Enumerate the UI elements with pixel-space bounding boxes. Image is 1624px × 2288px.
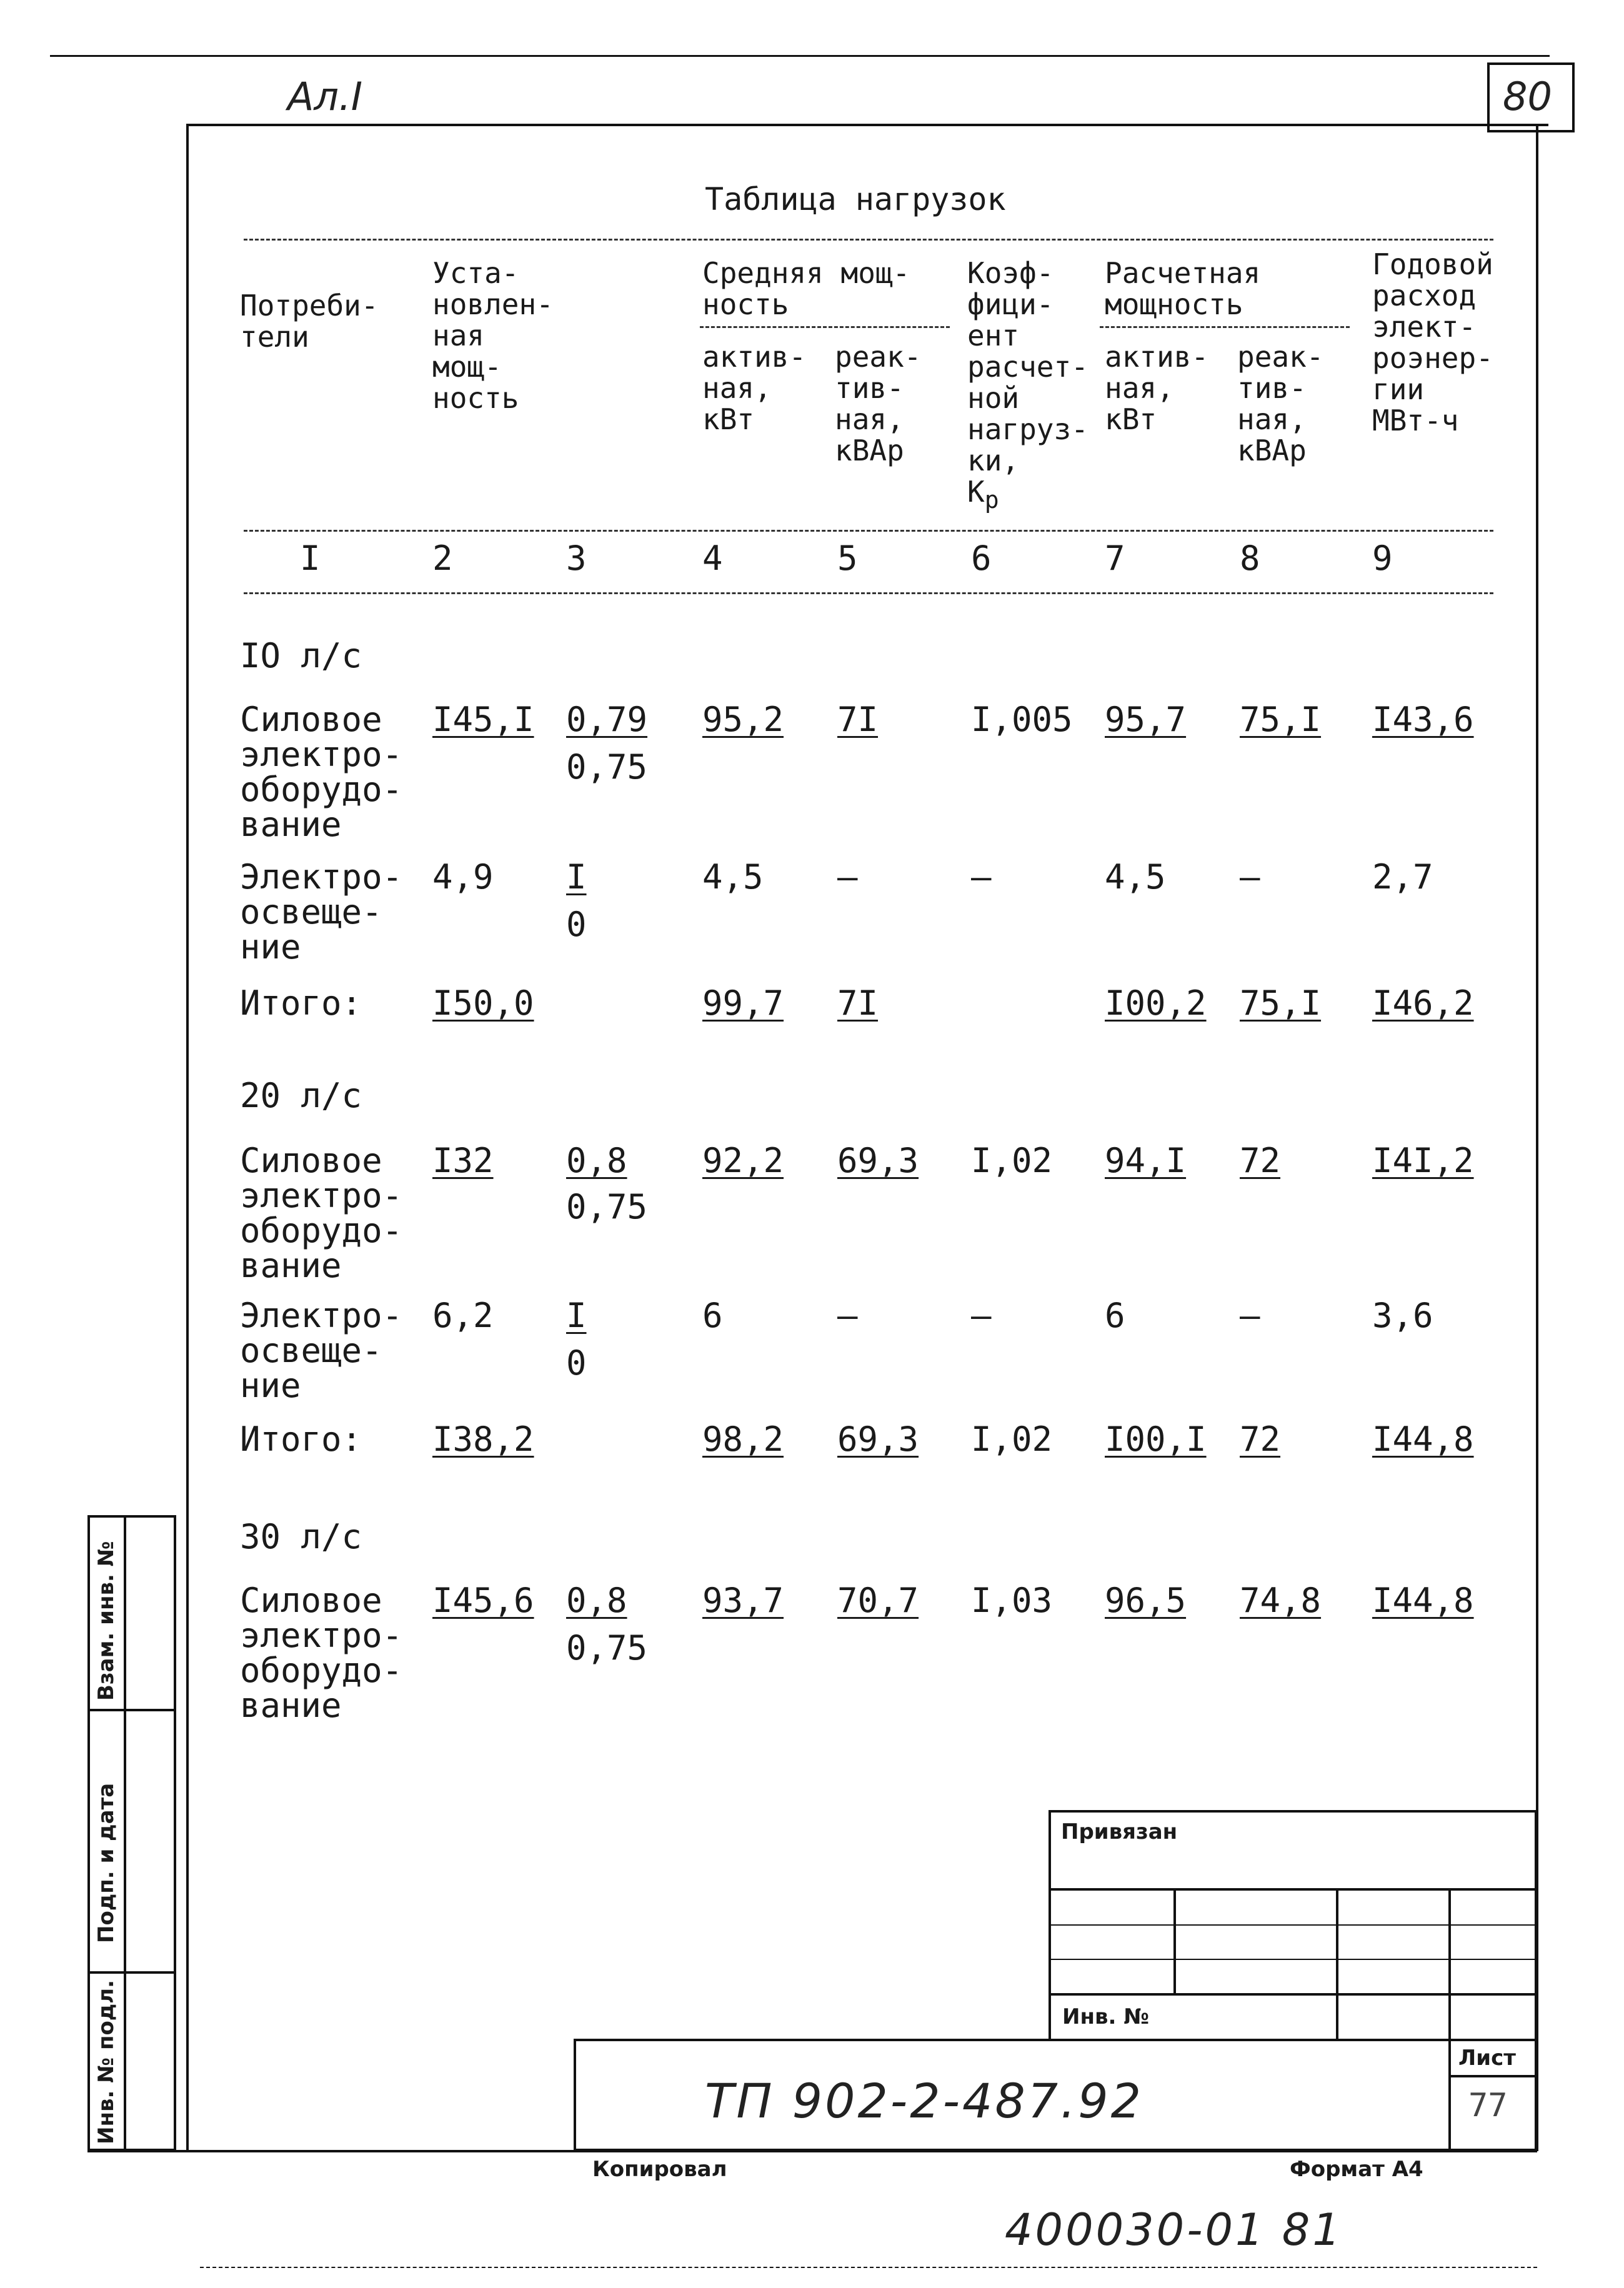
annual-energy: I43,6 [1372, 700, 1474, 739]
col3-top: 0,8 [566, 1581, 627, 1620]
row-name: Итого: [240, 1420, 362, 1459]
header-annual-energy: Годовой расход элект- роэнер- гии МВт-ч [1372, 247, 1493, 437]
header-installed-power: Уста- новлен- ная мощ- ность [432, 256, 554, 415]
column-number-9: 9 [1372, 539, 1393, 578]
load-coefficient: – [971, 1296, 992, 1335]
calc-reactive: 75,I [1240, 983, 1322, 1023]
section-title: 30 л/с [240, 1517, 362, 1556]
calc-active: 4,5 [1105, 857, 1166, 897]
column-number-2: 2 [432, 539, 453, 578]
calc-reactive: 72 [1240, 1420, 1281, 1459]
calc-active: 96,5 [1105, 1581, 1187, 1620]
header-calc-reactive: реак- тив- ная, кВАр [1237, 340, 1324, 467]
annual-energy: 3,6 [1372, 1296, 1433, 1335]
header-load-coefficient-subscript: р [984, 486, 999, 514]
row-name: Силовое электро- оборудо- вание [240, 1581, 403, 1725]
bottom-rule [200, 2267, 1537, 2268]
avg-active: 95,2 [702, 700, 784, 739]
header-load-coefficient [967, 257, 1088, 515]
row-name: Силовое электро- оборудо- вание [240, 700, 403, 844]
avg-active: 98,2 [702, 1420, 784, 1459]
paper-format-label: Формат А4 [1290, 2157, 1423, 2182]
col3-bottom: 0 [566, 905, 587, 944]
header-avg-active: актив- ная, кВт [702, 340, 807, 436]
annual-energy: I46,2 [1372, 983, 1474, 1023]
calc-active: 94,I [1105, 1141, 1187, 1180]
header-calc-active: актив- ная, кВт [1105, 340, 1209, 436]
installed-power: I32 [432, 1141, 494, 1180]
calc-reactive: – [1240, 857, 1260, 897]
installed-power: I45,6 [432, 1581, 534, 1620]
avg-active: 93,7 [702, 1581, 784, 1620]
header-calculated-power: Расчетная мощность [1105, 256, 1261, 321]
sheet-label-divider [1448, 2039, 1451, 2151]
binding-label: Привязан [1061, 1819, 1178, 1844]
table-caption: Таблица нагрузок [705, 181, 1006, 217]
column-number-4: 4 [702, 539, 723, 578]
installed-power: I50,0 [432, 983, 534, 1023]
installed-power: 4,9 [432, 857, 494, 897]
column-number-5: 5 [837, 539, 858, 578]
load-coefficient: I,02 [971, 1420, 1053, 1459]
section-title: 20 л/с [240, 1076, 362, 1115]
calc-active: I00,I [1105, 1420, 1207, 1459]
document-code: ТП 902-2-487.92 [705, 2073, 1143, 2129]
inventory-number-label: Инв. № [1062, 2004, 1150, 2029]
side-stamp-signature-date: Подп. и дата [94, 1783, 119, 1943]
col3-top: I [566, 857, 587, 897]
avg-active: 6 [702, 1296, 723, 1335]
avg-reactive: 7I [837, 700, 879, 739]
avg-reactive: – [837, 1296, 858, 1335]
frame-left [186, 124, 189, 2151]
avg-reactive: 69,3 [837, 1141, 919, 1180]
side-stamp-original-inventory: Инв. № подл. [94, 1979, 119, 2144]
side-stamp-replacement-inventory: Взам. инв. № [94, 1541, 119, 1701]
avg-active: 99,7 [702, 983, 784, 1023]
sheet-number: 77 [1468, 2087, 1508, 2124]
calc-reactive: 72 [1240, 1141, 1281, 1180]
copied-by-label: Копировал [592, 2157, 727, 2182]
annual-energy: 2,7 [1372, 857, 1433, 897]
col3-bottom: 0,75 [566, 1628, 648, 1668]
group-calc-rule [1100, 326, 1350, 328]
header-rule-mid [244, 530, 1493, 532]
column-number-1: I [300, 539, 321, 578]
header-consumers: Потреби- тели [240, 289, 379, 354]
annual-energy: I44,8 [1372, 1581, 1474, 1620]
row-name: Силовое электро- оборудо- вание [240, 1141, 403, 1285]
group-avg-rule [700, 326, 950, 328]
binding-rule-2 [1049, 1924, 1537, 1926]
side-stamp-rule-1 [87, 1709, 176, 1711]
column-number-8: 8 [1240, 539, 1260, 578]
load-coefficient: – [971, 857, 992, 897]
column-number-3: 3 [566, 539, 587, 578]
load-coefficient: I,005 [971, 700, 1073, 739]
sheet-label-rule [1448, 2075, 1537, 2077]
calc-active: I00,2 [1105, 983, 1207, 1023]
load-coefficient: I,03 [971, 1581, 1053, 1620]
header-avg-reactive: реак- тив- ная, кВАр [835, 340, 922, 467]
avg-reactive: 70,7 [837, 1581, 919, 1620]
avg-reactive: – [837, 857, 858, 897]
header-rule-bottom [244, 592, 1493, 594]
col3-bottom: 0,75 [566, 1187, 648, 1226]
header-rule-top [244, 239, 1493, 241]
col3-top: 0,79 [566, 700, 648, 739]
sheet-label: Лист [1458, 2046, 1516, 2071]
col3-bottom: 0 [566, 1343, 587, 1383]
avg-active: 4,5 [702, 857, 764, 897]
column-number-7: 7 [1105, 539, 1125, 578]
installed-power: I45,I [432, 700, 534, 739]
binding-col-1 [1173, 1888, 1176, 1993]
binding-rule-1 [1049, 1888, 1537, 1891]
installed-power: I38,2 [432, 1420, 534, 1459]
side-stamp-rule-2 [87, 1971, 176, 1974]
document-mark: Ал.I [287, 74, 363, 119]
binding-rule-3 [1049, 1959, 1537, 1960]
section-title: IO л/с [240, 636, 362, 675]
sheet-number-top: 80 [1503, 74, 1552, 119]
row-name: Итого: [240, 983, 362, 1023]
installed-power: 6,2 [432, 1296, 494, 1335]
annual-energy: I44,8 [1372, 1420, 1474, 1459]
row-name: Электро- освеще- ние [240, 1296, 403, 1405]
col3-bottom: 0,75 [566, 747, 648, 787]
frame-top [186, 124, 1548, 126]
calc-reactive: – [1240, 1296, 1260, 1335]
top-rule [50, 55, 1550, 57]
annual-energy: I4I,2 [1372, 1141, 1474, 1180]
calc-active: 95,7 [1105, 700, 1187, 739]
col3-top: I [566, 1296, 587, 1335]
row-name: Электро- освеще- ние [240, 857, 403, 967]
header-load-coefficient-text: Коэф- фици- ент расчет- ной нагруз- ки, К [967, 256, 1088, 509]
header-average-power: Средняя мощ- ность [702, 256, 910, 321]
avg-reactive: 7I [837, 983, 879, 1023]
binding-rule-4 [1049, 1993, 1537, 1996]
col3-top: 0,8 [566, 1141, 627, 1180]
load-coefficient: I,02 [971, 1141, 1053, 1180]
binding-col-3 [1448, 1888, 1451, 2041]
avg-reactive: 69,3 [837, 1420, 919, 1459]
archive-number: 400030-01 81 [1005, 2204, 1343, 2256]
avg-active: 92,2 [702, 1141, 784, 1180]
side-stamp-divider [124, 1515, 126, 2151]
calc-active: 6 [1105, 1296, 1125, 1335]
binding-col-2 [1336, 1888, 1338, 2041]
column-number-6: 6 [971, 539, 992, 578]
calc-reactive: 75,I [1240, 700, 1322, 739]
calc-reactive: 74,8 [1240, 1581, 1322, 1620]
